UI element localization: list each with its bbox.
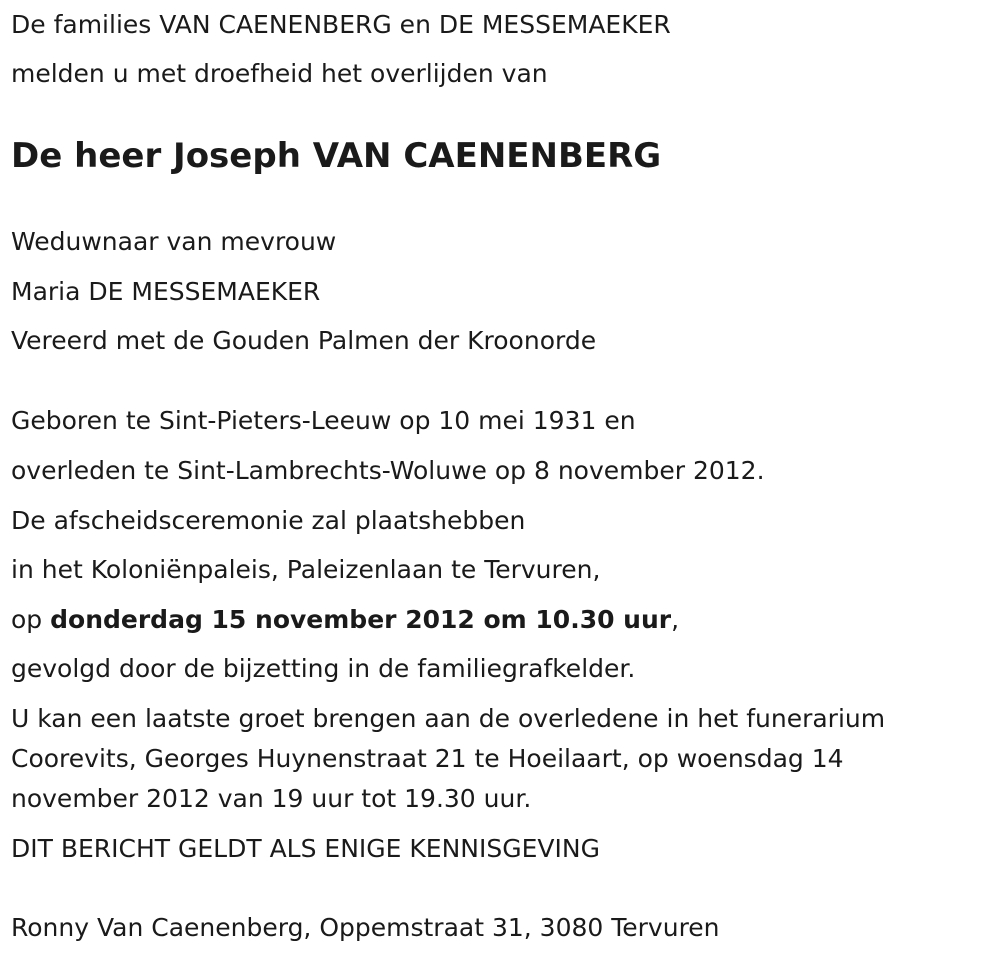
- notice-line: DIT BERICHT GELDT ALS ENIGE KENNISGEVING: [11, 834, 600, 863]
- widower-line: Weduwnaar van mevrouw: [11, 227, 337, 256]
- date-prefix: op: [11, 605, 51, 634]
- death-line: overleden te Sint-Lambrechts-Woluwe op 8 november 2012.: [11, 456, 765, 485]
- burial-line: gevolgd door de bijzetting in de familiegrafkelder.: [11, 654, 636, 683]
- deceased-name: De heer Joseph VAN CAENENBERG: [11, 136, 662, 176]
- ceremony-line-1: De afscheidsceremonie zal plaatshebben: [11, 506, 526, 535]
- ceremony-line-2: in het Koloniënpaleis, Paleizenlaan te Tervuren,: [11, 555, 601, 584]
- ceremony-date: donderdag 15 november 2012 om 10.30 uur: [50, 605, 672, 634]
- date-suffix: ,: [671, 605, 680, 634]
- contact-line: Ronny Van Caenenberg, Oppemstraat 31, 3080 Tervuren: [11, 913, 720, 942]
- ceremony-date-line: [11, 605, 679, 635]
- intro-line-2: melden u met droefheid het overlijden van: [11, 59, 548, 88]
- visit-line-3: november 2012 van 19 uur tot 19.30 uur.: [11, 784, 532, 813]
- visit-line-1: U kan een laatste groet brengen aan de overledene in het funerarium: [11, 704, 886, 733]
- honor-line: Vereerd met de Gouden Palmen der Kroonorde: [11, 326, 597, 355]
- visit-line-2: Coorevits, Georges Huynenstraat 21 te Hoeilaart, op woensdag 14: [11, 744, 844, 773]
- birth-line: Geboren te Sint-Pieters-Leeuw op 10 mei 1931 en: [11, 406, 636, 435]
- intro-line-1: De families VAN CAENENBERG en DE MESSEMAEKER: [11, 10, 671, 39]
- spouse-name: Maria DE MESSEMAEKER: [11, 277, 321, 306]
